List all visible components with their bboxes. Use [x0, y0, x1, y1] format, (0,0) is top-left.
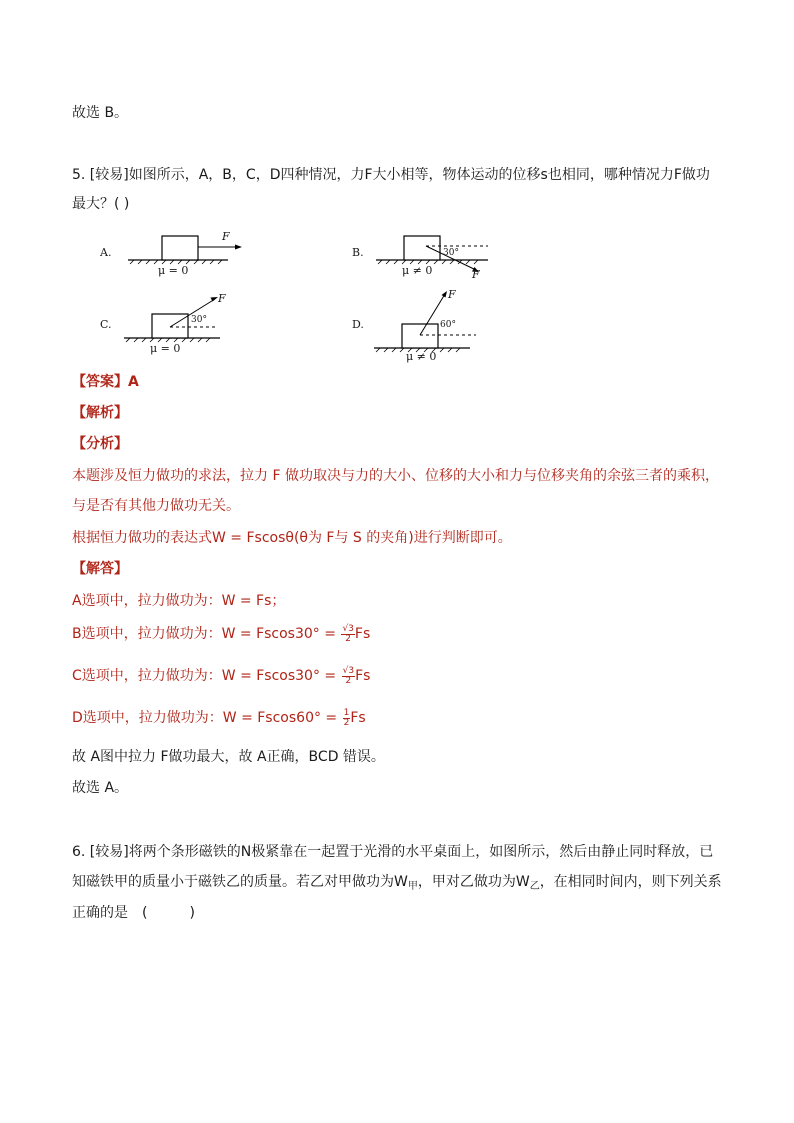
q5-stem-line1: 5. [较易]如图所示，A，B，C，D四种情况，力F大小相等，物体运动的位移s也相同，哪种情况力F做功 — [72, 167, 710, 183]
solution-c-numerator: √3 — [342, 665, 355, 676]
solution-c-fraction — [342, 667, 355, 686]
q6-subscript-yi: 乙 — [529, 881, 540, 892]
solution-d-numerator: 1 — [343, 707, 350, 718]
figure-c-angle-label: 30° — [191, 315, 207, 325]
solution-d-text: D选项中，拉力做功为：W = Fscos60° = — [72, 710, 338, 726]
analysis-line1: 本题涉及恒力做功的求法，拉力 F 做功取决与力的大小、位移的大小和力与位移夹角的余弦三者的乘积， — [72, 468, 719, 484]
figure-d-angle-label: 60° — [440, 320, 456, 330]
figure-c — [96, 292, 256, 362]
figure-c-friction-label: μ = 0 — [150, 342, 181, 355]
figure-c-force-label: F — [218, 292, 226, 305]
figure-d-force-label: F — [448, 288, 456, 301]
conclusion-line: 故 A图中拉力 F做功最大，故 A正确，BCD 错误。 — [72, 749, 385, 765]
q6-subscript-jia: 甲 — [407, 881, 418, 892]
figure-b-label: B. — [352, 246, 364, 259]
q6-stem-line2 — [72, 872, 722, 897]
figure-b-force-label: F — [472, 268, 480, 281]
figure-a-friction-label: μ = 0 — [158, 264, 189, 277]
solution-b-text: B选项中，拉力做功为：W = Fscos30° = — [72, 626, 336, 642]
solution-c-suffix: Fs — [355, 668, 371, 684]
solution-b — [72, 624, 370, 644]
solution-d — [72, 708, 366, 728]
solution-b-numerator: √3 — [342, 623, 354, 634]
solution-b-suffix: Fs — [354, 626, 371, 642]
analysis-line3: 根据恒力做功的表达式W = Fscosθ(θ为 F与 S 的夹角)进行判断即可。 — [72, 530, 512, 546]
q6-line2-mid: ，甲对乙做功为W — [417, 874, 530, 890]
figure-c-label: C. — [100, 318, 112, 331]
figure-b — [348, 228, 508, 283]
previous-answer: 故选 B。 — [72, 105, 129, 121]
solution-c-text: C选项中，拉力做功为：W = Fscos30° = — [72, 668, 337, 684]
q6-line2-post: ，在相同时间内，则下列关系 — [539, 874, 722, 890]
solution-d-suffix: Fs — [350, 710, 366, 726]
solution-a: A选项中，拉力做功为：W = Fs； — [72, 593, 286, 609]
figure-a-force-label: F — [222, 230, 230, 243]
q6-line2-text: 知磁铁甲的质量小于磁铁乙的质量。若乙对甲做功为W — [72, 874, 408, 890]
q6-stem-line3: 正确的是 ( ) — [72, 905, 195, 921]
solution-c — [72, 666, 370, 686]
solution-d-denominator: 2 — [343, 717, 350, 728]
final-answer-line: 故选 A。 — [72, 780, 129, 796]
figure-d-friction-label: μ ≠ 0 — [406, 350, 437, 363]
figure-a-label: A. — [100, 246, 112, 259]
q6-stem-line1: 6. [较易]将两个条形磁铁的N极紧靠在一起置于光滑的水平桌面上，如图所示，然后由静止同时释放，已 — [72, 844, 714, 860]
q5-stem-line2: 最大？( ) — [72, 196, 130, 212]
figure-d — [348, 286, 508, 366]
figure-b-friction-label: μ ≠ 0 — [402, 264, 433, 277]
analysis-heading: 【分析】 — [72, 436, 128, 452]
solution-b-denominator: 2 — [345, 633, 352, 644]
solution-c-denominator: 2 — [345, 675, 352, 686]
explanation-heading: 【解析】 — [72, 405, 128, 421]
answer-heading: 【答案】A — [72, 374, 139, 390]
figure-d-label: D. — [352, 318, 364, 331]
solution-b-fraction — [341, 625, 354, 644]
figure-a — [96, 228, 256, 283]
solution-heading: 【解答】 — [72, 561, 128, 577]
analysis-line2: 与是否有其他力做功无关。 — [72, 498, 240, 514]
figure-b-angle-label: 30° — [443, 248, 459, 258]
